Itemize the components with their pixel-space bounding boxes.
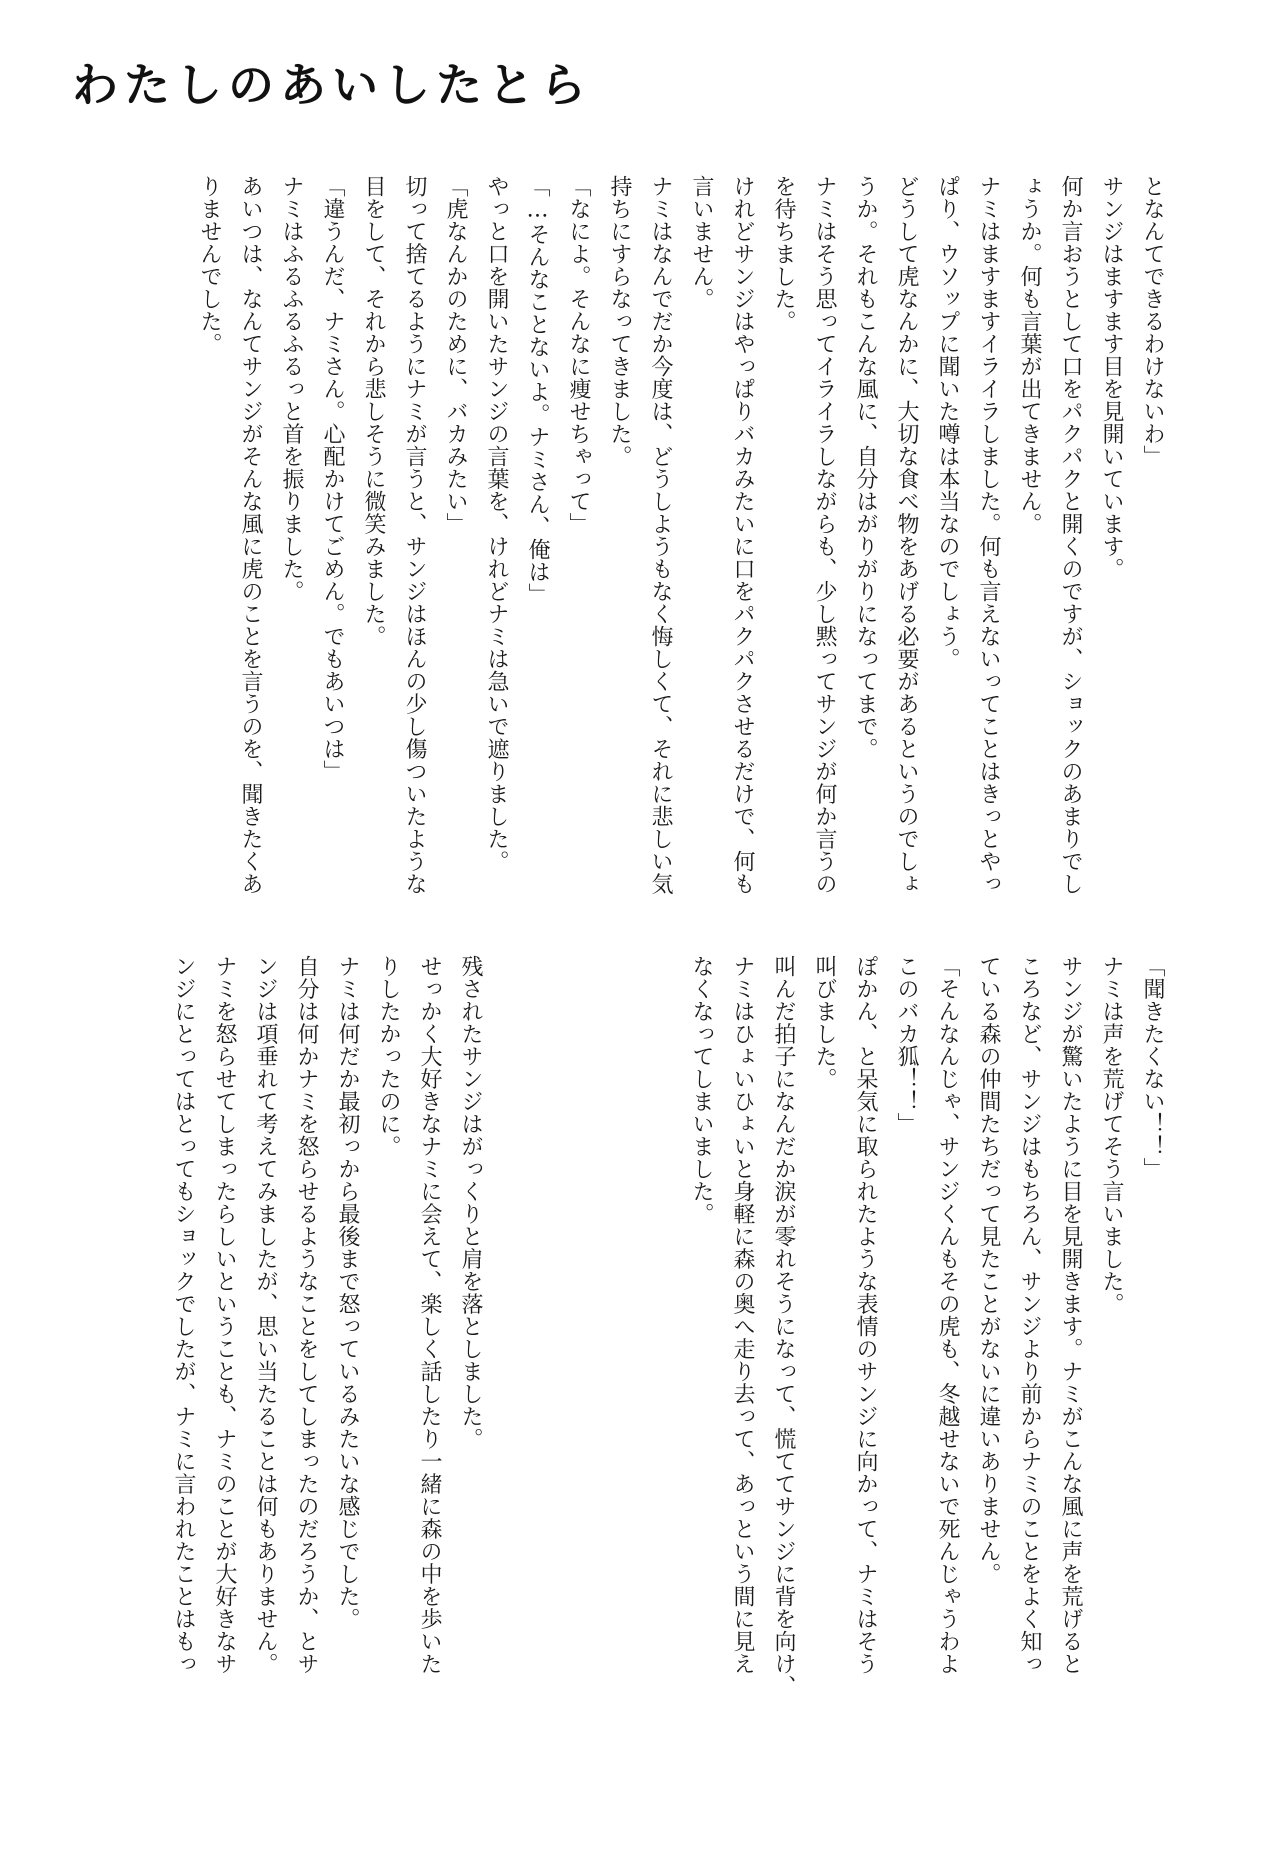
text-line: ナミはひょいひょいと身軽に森の奥へ走り去って、あっという間に見え <box>730 955 755 1675</box>
text-line: 持ちにすらなってきました。 <box>607 175 632 468</box>
text-line: 叫んだ拍子になんだか涙が零れそうになって、慌ててサンジに背を向け、 <box>771 955 796 1698</box>
text-line: を待ちました。 <box>771 175 796 333</box>
text-line: りしたかったのに。 <box>376 955 401 1158</box>
text-line: あいつは、なんてサンジがそんな風に虎のことを言うのを、聞きたくあ <box>238 175 263 895</box>
text-line: ナミを怒らせてしまったらしいということも、ナミのことが大好きなサ <box>212 955 237 1675</box>
text-line: 何か言おうとして口をパクパクと開くのですが、ショックのあまりでし <box>1058 175 1083 895</box>
text-line: サンジが驚いたように目を見開きます。ナミがこんな風に声を荒げると <box>1058 955 1083 1675</box>
text-line: ころなど、サンジはもちろん、サンジより前からナミのことをよく知っ <box>1017 955 1042 1675</box>
text-line: ンジにとってはとってもショックでしたが、ナミに言われたことはもっ <box>171 955 196 1675</box>
text-line: せっかく大好きなナミに会えて、楽しく話したり一緒に森の中を歩いた <box>417 955 442 1675</box>
text-line: ぱり、ウソップに聞いた噂は本当なのでしょう。 <box>935 175 960 670</box>
text-line: ンジは項垂れて考えてみましたが、思い当たることは何もありません。 <box>253 955 278 1675</box>
text-line: 「そんなんじゃ、サンジくんもその虎も、冬越せないで死んじゃうわよ <box>935 955 960 1675</box>
text-line: ナミは声を荒げてそう言いました。 <box>1099 955 1124 1315</box>
text-line: 「虎なんかのために、バカみたい」 <box>443 175 468 535</box>
text-line: 「違うんだ、ナミさん。心配かけてごめん。でもあいつは」 <box>320 175 345 783</box>
text-line: やっと口を開いたサンジの言葉を、けれどナミは急いで遮りました。 <box>484 175 509 873</box>
text-line: ナミはなんでだか今度は、どうしようもなく悔しくて、それに悲しい気 <box>648 175 673 895</box>
text-line: 「なによ。そんなに痩せちゃって」 <box>566 175 591 535</box>
text-line: サンジはますます目を見開いています。 <box>1099 175 1124 580</box>
lower-text-block <box>93 955 1173 1745</box>
text-line: ナミはふるふるふるっと首を振りました。 <box>279 175 304 603</box>
text-line: 「…そんなことないよ。ナミさん、俺は」 <box>525 175 550 606</box>
text-line: けれどサンジはやっぱりバカみたいに口をパクパクさせるだけで、何も <box>730 175 755 895</box>
text-line: どうして虎なんかに、大切な食べ物をあげる必要があるというのでしょ <box>894 175 919 895</box>
text-line: 「聞きたくない！！」 <box>1140 955 1165 1180</box>
text-line: なくなってしまいました。 <box>689 955 714 1225</box>
text-line: うか。それもこんな風に、自分はがりがりになってまで。 <box>853 175 878 760</box>
page-title: わたしのあいしたとら <box>72 58 592 112</box>
text-line: ナミはそう思ってイライラしながらも、少し黙ってサンジが何か言うの <box>812 175 837 895</box>
column-gap <box>491 955 681 1745</box>
text-line: ナミはますますイライラしました。何も言えないってことはきっとやっ <box>976 175 1001 895</box>
text-line: ぽかん、と呆気に取られたような表情のサンジに向かって、ナミはそう <box>853 955 878 1675</box>
text-line: りませんでした。 <box>197 175 222 355</box>
text-line: ている森の仲間たちだって見たことがないに違いありません。 <box>976 955 1001 1585</box>
text-line: このバカ狐！！」 <box>894 955 919 1135</box>
text-line: ナミは何だか最初っから最後まで怒っているみたいな感じでした。 <box>335 955 360 1630</box>
text-line: 切って捨てるようにナミが言うと、サンジはほんの少し傷ついたような <box>402 175 427 895</box>
text-line: 目をして、それから悲しそうに微笑みました。 <box>361 175 386 648</box>
upper-text-block <box>93 175 1173 910</box>
text-line: 言いません。 <box>689 175 714 310</box>
text-line: ょうか。何も言葉が出てきません。 <box>1017 175 1042 535</box>
text-line: 残されたサンジはがっくりと肩を落としました。 <box>458 955 483 1450</box>
text-line: 叫びました。 <box>812 955 837 1090</box>
text-line: 自分は何かナミを怒らせるようなことをしてしまったのだろうか、とサ <box>294 955 319 1675</box>
text-line: となんてできるわけないわ」 <box>1140 175 1165 468</box>
